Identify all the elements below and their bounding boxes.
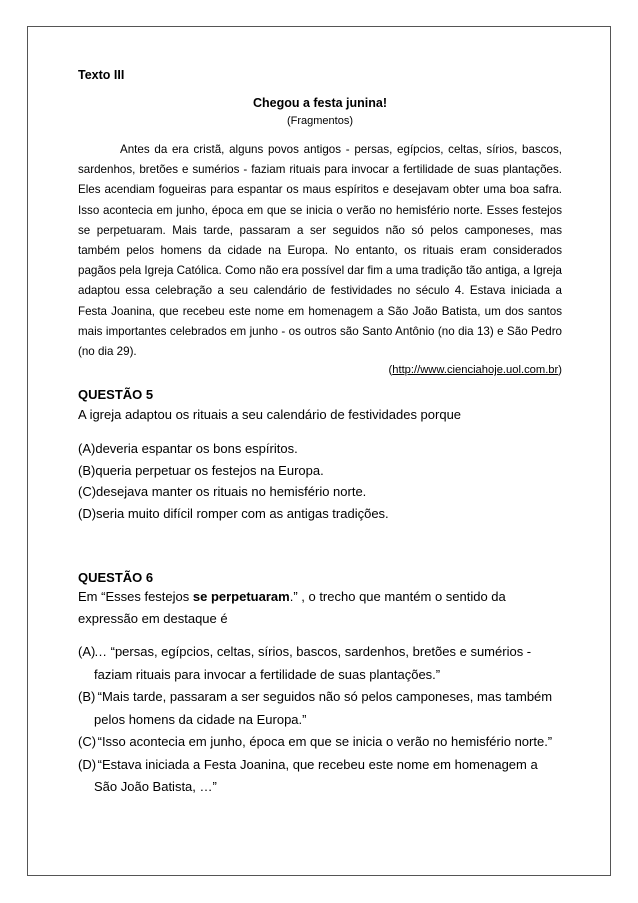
question-5-options xyxy=(78,438,562,524)
question-6 xyxy=(78,570,562,799)
stem-highlight: se perpetuaram xyxy=(192,589,290,605)
option-text: “Estava iniciada a Festa Joanina, que recebeu este nome em homenagem a São João Batista, …” xyxy=(94,756,538,795)
option-a[interactable] xyxy=(78,641,562,686)
option-text: queria perpetuar os festejos na Europa. xyxy=(95,462,324,478)
option-letter: (C) xyxy=(78,734,97,750)
document-content xyxy=(78,68,562,799)
question-6-options xyxy=(78,641,562,799)
text-title: Chegou a festa junina! xyxy=(252,96,388,110)
option-c[interactable] xyxy=(78,481,562,503)
question-5 xyxy=(78,387,562,524)
option-letter: (C) xyxy=(78,484,97,500)
option-text: … “persas, egípcios, celtas, sírios, bascos, sardenhos, bretões e sumérios - faziam rituais para invocar a fertilidade de suas plantações.” xyxy=(94,644,532,682)
option-letter: (D) xyxy=(78,505,97,521)
option-text: “Isso acontecia em junho, época em que se inicia o verão no hemisfério norte.” xyxy=(94,734,553,750)
text-body xyxy=(78,140,562,362)
question-6-title: QUESTÃO 6 xyxy=(78,570,154,586)
option-d[interactable] xyxy=(78,503,562,525)
option-letter: (B) xyxy=(78,462,96,478)
option-text: deveria espantar os bons espíritos. xyxy=(95,441,298,457)
stem-after: .” , o trecho que mantém o sentido da expressão em destaque é xyxy=(78,589,506,627)
option-d[interactable] xyxy=(78,754,562,799)
option-letter: (B) xyxy=(78,689,96,705)
option-letter: (A) xyxy=(78,644,96,660)
option-letter: (D) xyxy=(78,756,97,772)
paragraph xyxy=(78,140,562,362)
source-link[interactable]: http://www.cienciahoje.uol.com.br xyxy=(392,364,559,377)
option-text: seria muito difícil romper com as antigas tradições. xyxy=(96,505,389,521)
source-open: ( xyxy=(388,364,393,377)
paragraph-text: Antes da era cristã, alguns povos antigos - persas, egípcios, celtas, sírios, bascos, sardenhos, bretões e sumérios - faziam rituais para invocar a fertilidade de suas plantações. Eles acendiam fogueiras para espantar os maus espíritos e desejavam obter uma boa safra. Isso acontecia em junho, época em que se inicia o verão no hemisfério norte. Esses festejos se perpetuaram. Mais tarde, passaram a ser seguidos não só pelos camponeses, mas também pelos homens da cidade na Europa. No entanto, os rituais eram considerados pagãos pela Igreja Católica. Como não era possível dar fim a uma tradição tão antiga, a Igreja adaptou essa celebração a seu calendário de festividades no século 4. Estava iniciada a Festa Joanina, que recebeu este nome em homenagem a São João Batista, um dos santos mais importantes celebrados em junho - os outros são Santo Antônio (no dia 13) e São Pedro (no dia 29). xyxy=(78,143,562,359)
option-c[interactable] xyxy=(78,731,562,754)
question-5-title: QUESTÃO 5 xyxy=(78,387,154,403)
option-b[interactable] xyxy=(78,460,562,482)
option-b[interactable] xyxy=(78,686,562,731)
text-subtitle: (Fragmentos) xyxy=(286,115,354,127)
source-citation xyxy=(78,364,562,376)
option-a[interactable] xyxy=(78,438,562,460)
stem-before: Em “Esses festejos xyxy=(78,589,193,605)
question-5-stem: A igreja adaptou os rituais a seu calendário de festividades porque xyxy=(78,407,462,423)
question-6-stem xyxy=(78,586,562,630)
option-text: “Mais tarde, passaram a ser seguidos não só pelos camponeses, mas também pelos homens da cidade na Europa.” xyxy=(94,689,553,727)
source-close: ) xyxy=(558,364,562,377)
option-text: desejava manter os rituais no hemisfério norte. xyxy=(96,484,367,500)
text-label: Texto III xyxy=(78,68,125,82)
option-letter: (A) xyxy=(78,441,96,457)
